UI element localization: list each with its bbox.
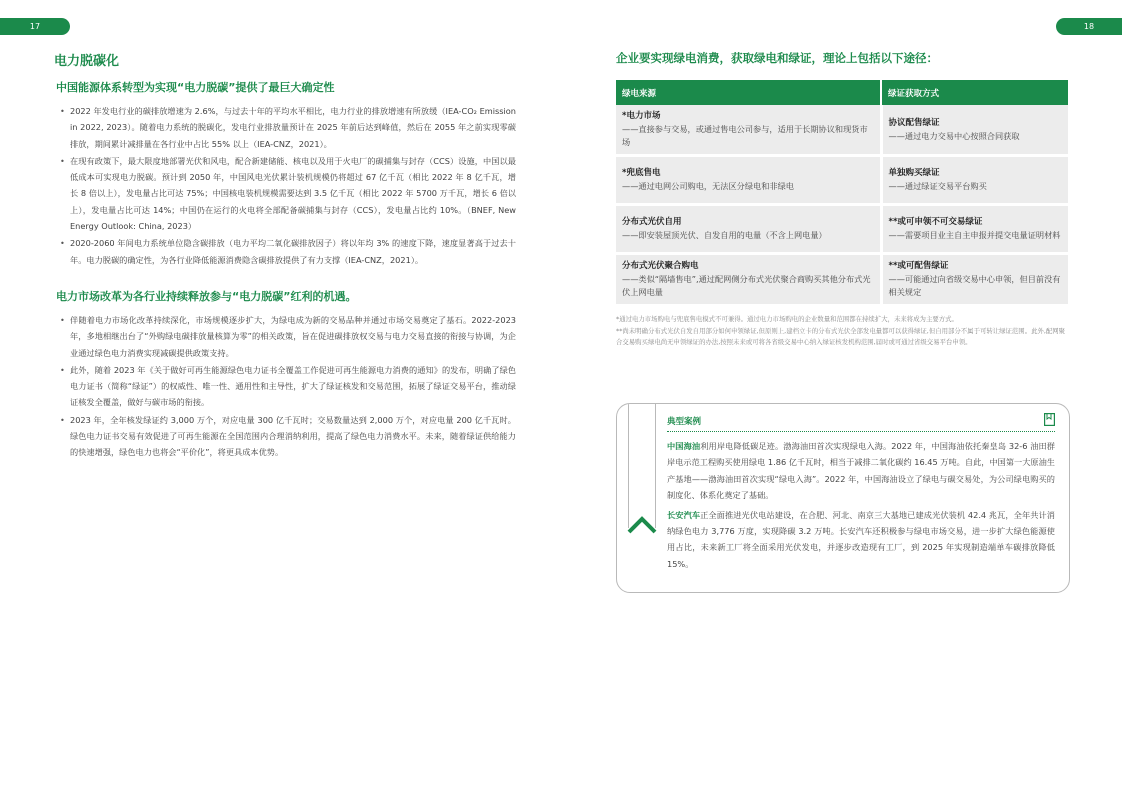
list-item: • 2022 年发电行业的碳排放增速为 2.6%，与过去十年的平均水平相比，电力行业的排放增速有所放缓（IEA-CO₂ Emission in 2022, 2023）。随着电力系统的脱碳化，发电行业排放量预计在 2025 年前后达到峰值，然后在 2055 年之前实现零碳排放，期间累计减排量在各行业中占比 55% 以上（IEA-CNZ，2021）。	[60, 103, 516, 152]
company-name: 中国海油	[667, 441, 701, 451]
cell-title: *电力市场	[622, 111, 661, 121]
list-item: • 此外，随着 2023 年《关于做好可再生能源绿色电力证书全覆盖工作促进可再生能源电力消费的通知》的发布，明确了绿色电力证书（简称“绿证”）的权威性、唯一性、通用性和主导性，扩大了绿证核发和交易范围，拓展了绿证交易平台，推动绿证核发全覆盖，做好与碳市场的衔接。	[60, 362, 516, 411]
table-row	[616, 254, 1068, 306]
cell-title: 分布式光伏聚合购电	[622, 261, 699, 271]
case-study-box	[616, 403, 1070, 593]
page-number-left: 17	[0, 18, 70, 35]
bookmark-icon	[1044, 413, 1055, 426]
cell-desc: ——类似“隔墙售电”,通过配网侧分布式光伏聚合商购买其他分布式光伏上网电量	[622, 274, 871, 297]
table-cell	[881, 105, 1068, 156]
cell-title: 单独购买绿证	[888, 168, 940, 178]
table-footnotes	[616, 314, 1068, 349]
table-cell	[881, 205, 1068, 254]
section-title: 电力脱碳化	[54, 54, 120, 69]
case-paragraph	[667, 507, 1055, 573]
company-name: 长安汽车	[667, 509, 701, 520]
case-ribbon	[628, 404, 656, 528]
footnote: *通过电力市场购电与兜底售电模式不可兼得。通过电力市场购电的企业数量和范围都在持续扩大，未来将成为主要方式。	[616, 315, 958, 323]
bullet-list-2	[54, 312, 516, 461]
table-row	[616, 105, 1068, 156]
case-body	[667, 438, 1055, 575]
case-divider	[667, 431, 1055, 432]
case-paragraph	[667, 438, 1055, 504]
cell-title: 协议配售绿证	[888, 117, 940, 128]
list-item: • 在现有政策下，最大限度地部署光伏和风电，配合新建储能、核电以及用于火电厂的碳捕集与封存（CCS）设施，中国以最低成本可实现电力脱碳。预计到 2050 年，中国风电光伏累计装机规模仍将超过 67 亿千瓦（相比 2022 年 8 亿千瓦，增长 8 倍以上），发电量占比可达 75%；中国核电装机规模需要达到 3.5 亿千瓦（相比 2022 年 5700 万千瓦，增长 6 倍以上），发电量占比可达 14%；中国仍在运行的火电将全部配备碳捕集与封存（CCS），发电量占比约 10%。（BNEF, New Energy Outlook: China, 2023）	[60, 153, 516, 234]
table-row	[616, 205, 1068, 254]
routes-title: 企业要实现绿电消费，获取绿电和绿证，理论上包括以下途径：	[616, 51, 938, 65]
left-column	[54, 50, 516, 462]
cell-desc: ——可能通过向省级交易中心申领，但目前没有相关规定	[888, 274, 1061, 297]
subheading-market-reform: 电力市场改革为各行业持续释放参与“电力脱碳”红利的机遇。	[56, 289, 357, 303]
table-cell	[616, 254, 881, 306]
bullet-list-1	[54, 103, 516, 268]
cell-title: *兜底售电	[622, 168, 661, 178]
list-item: • 伴随着电力市场化改革持续深化，市场规模逐步扩大，为绿电成为新的交易品种并通过市场交易奠定了基石。2022-2023 年，多地相继出台了“外购绿电碳排放量核算为零”的相关政策，旨在促进碳排放权交易与电力交易直接的衔接与协调，为企业通过绿色电力消费实现减碳提供政策支持。	[60, 312, 516, 361]
case-text: 利用岸电降低碳足迹。渤海油田首次实现绿电入海。2022 年，中国海油依托秦皇岛 32-6 油田群岸电示范工程购买使用绿电 1.86 亿千瓦时，相当于减排二氧化碳约 16.45 万吨。自此，中国第一大原油生产基地——渤海油田首次实现“绿电入海”。2022 年，中国海油设立了绿电与碳交易处，为公司绿电购买的制度化、体系化奠定了基础。	[667, 441, 1055, 501]
table-header-source: 绿电来源	[616, 80, 881, 105]
list-item: • 2020-2060 年间电力系统单位隐含碳排放（电力平均二氧化碳排放因子）将以年均 3% 的速度下降，速度显著高于过去十年。电力脱碳的确定性，为各行业降低能源消费隐含碳排放提供了有力支撑（IEA-CNZ，2021）。	[60, 235, 516, 268]
cell-desc: ——通过绿证交易平台购买	[888, 181, 987, 191]
cell-desc: ——通过电力交易中心按照合同获取	[888, 130, 1020, 141]
cell-title: 分布式光伏自用	[622, 217, 682, 227]
table-cell	[881, 254, 1068, 306]
cell-desc: ——通过电网公司购电，无法区分绿电和非绿电	[622, 181, 794, 191]
case-text: 正全面推进光伏电站建设，在合肥、河北、南京三大基地已建成光伏装机 42.4 兆瓦，全年共计消纳绿色电力 3,776 万度，实现降碳 3.2 万吨。长安汽车还积极参与绿电市场交易，进一步扩大绿色能源使用占比，未来新工厂将全面采用光伏发电，并逐步改造现有工厂，到 2025 年实现制造端单车碳排放降低 15%。	[667, 509, 1055, 569]
cell-desc: ——即安装屋顶光伏、自发自用的电量（不含上网电量）	[622, 230, 827, 240]
table-cell	[616, 105, 881, 156]
page-number-right: 18	[1056, 18, 1122, 35]
routes-table	[616, 80, 1068, 307]
list-item: • 2023 年，全年核发绿证约 3,000 万个，对应电量 300 亿千瓦时；交易数量达到 2,000 万个，对应电量 200 亿千瓦时。绿色电力证书交易有效促进了可再生能源在全国范围内合理消纳利用，提高了绿色电力消费水平。未来，随着绿证供给能力的快速增强，绿色电力也将会“平价化”，将更具成本优势。	[60, 412, 516, 461]
table-row	[616, 156, 1068, 205]
table-cell	[616, 156, 881, 205]
right-column	[616, 50, 1068, 349]
table-cell	[616, 205, 881, 254]
subheading-energy-transition: 中国能源体系转型为实现“电力脱碳”提供了最巨大确定性	[56, 81, 335, 94]
footnote: **尚未明确分布式光伏自发自用部分如何申领绿证,但原则上,建档立卡的分布式光伏全部发电量都可以获得绿证,但自用部分不属于可转让绿证范围。此外,配网聚合交易购买绿电尚无申领绿证的办法,按照未来或可将各省级交易中心纳入绿证核发机构范围,届时或可通过省级交易平台申领。	[616, 326, 1066, 346]
cell-desc: ——需要项目业主自主申报并提交电量证明材料	[888, 230, 1061, 240]
cell-title: **或可配售绿证	[888, 261, 949, 271]
chevron-up-icon	[626, 512, 658, 536]
case-title: 典型案例	[667, 417, 702, 427]
cell-desc: ——直接参与交易，或通过售电公司参与，适用于长期协议和现货市场	[622, 124, 868, 147]
table-cell	[881, 156, 1068, 205]
cell-title: **或可申领不可交易绿证	[888, 217, 983, 227]
table-header-certificate: 绿证获取方式	[881, 80, 1068, 105]
